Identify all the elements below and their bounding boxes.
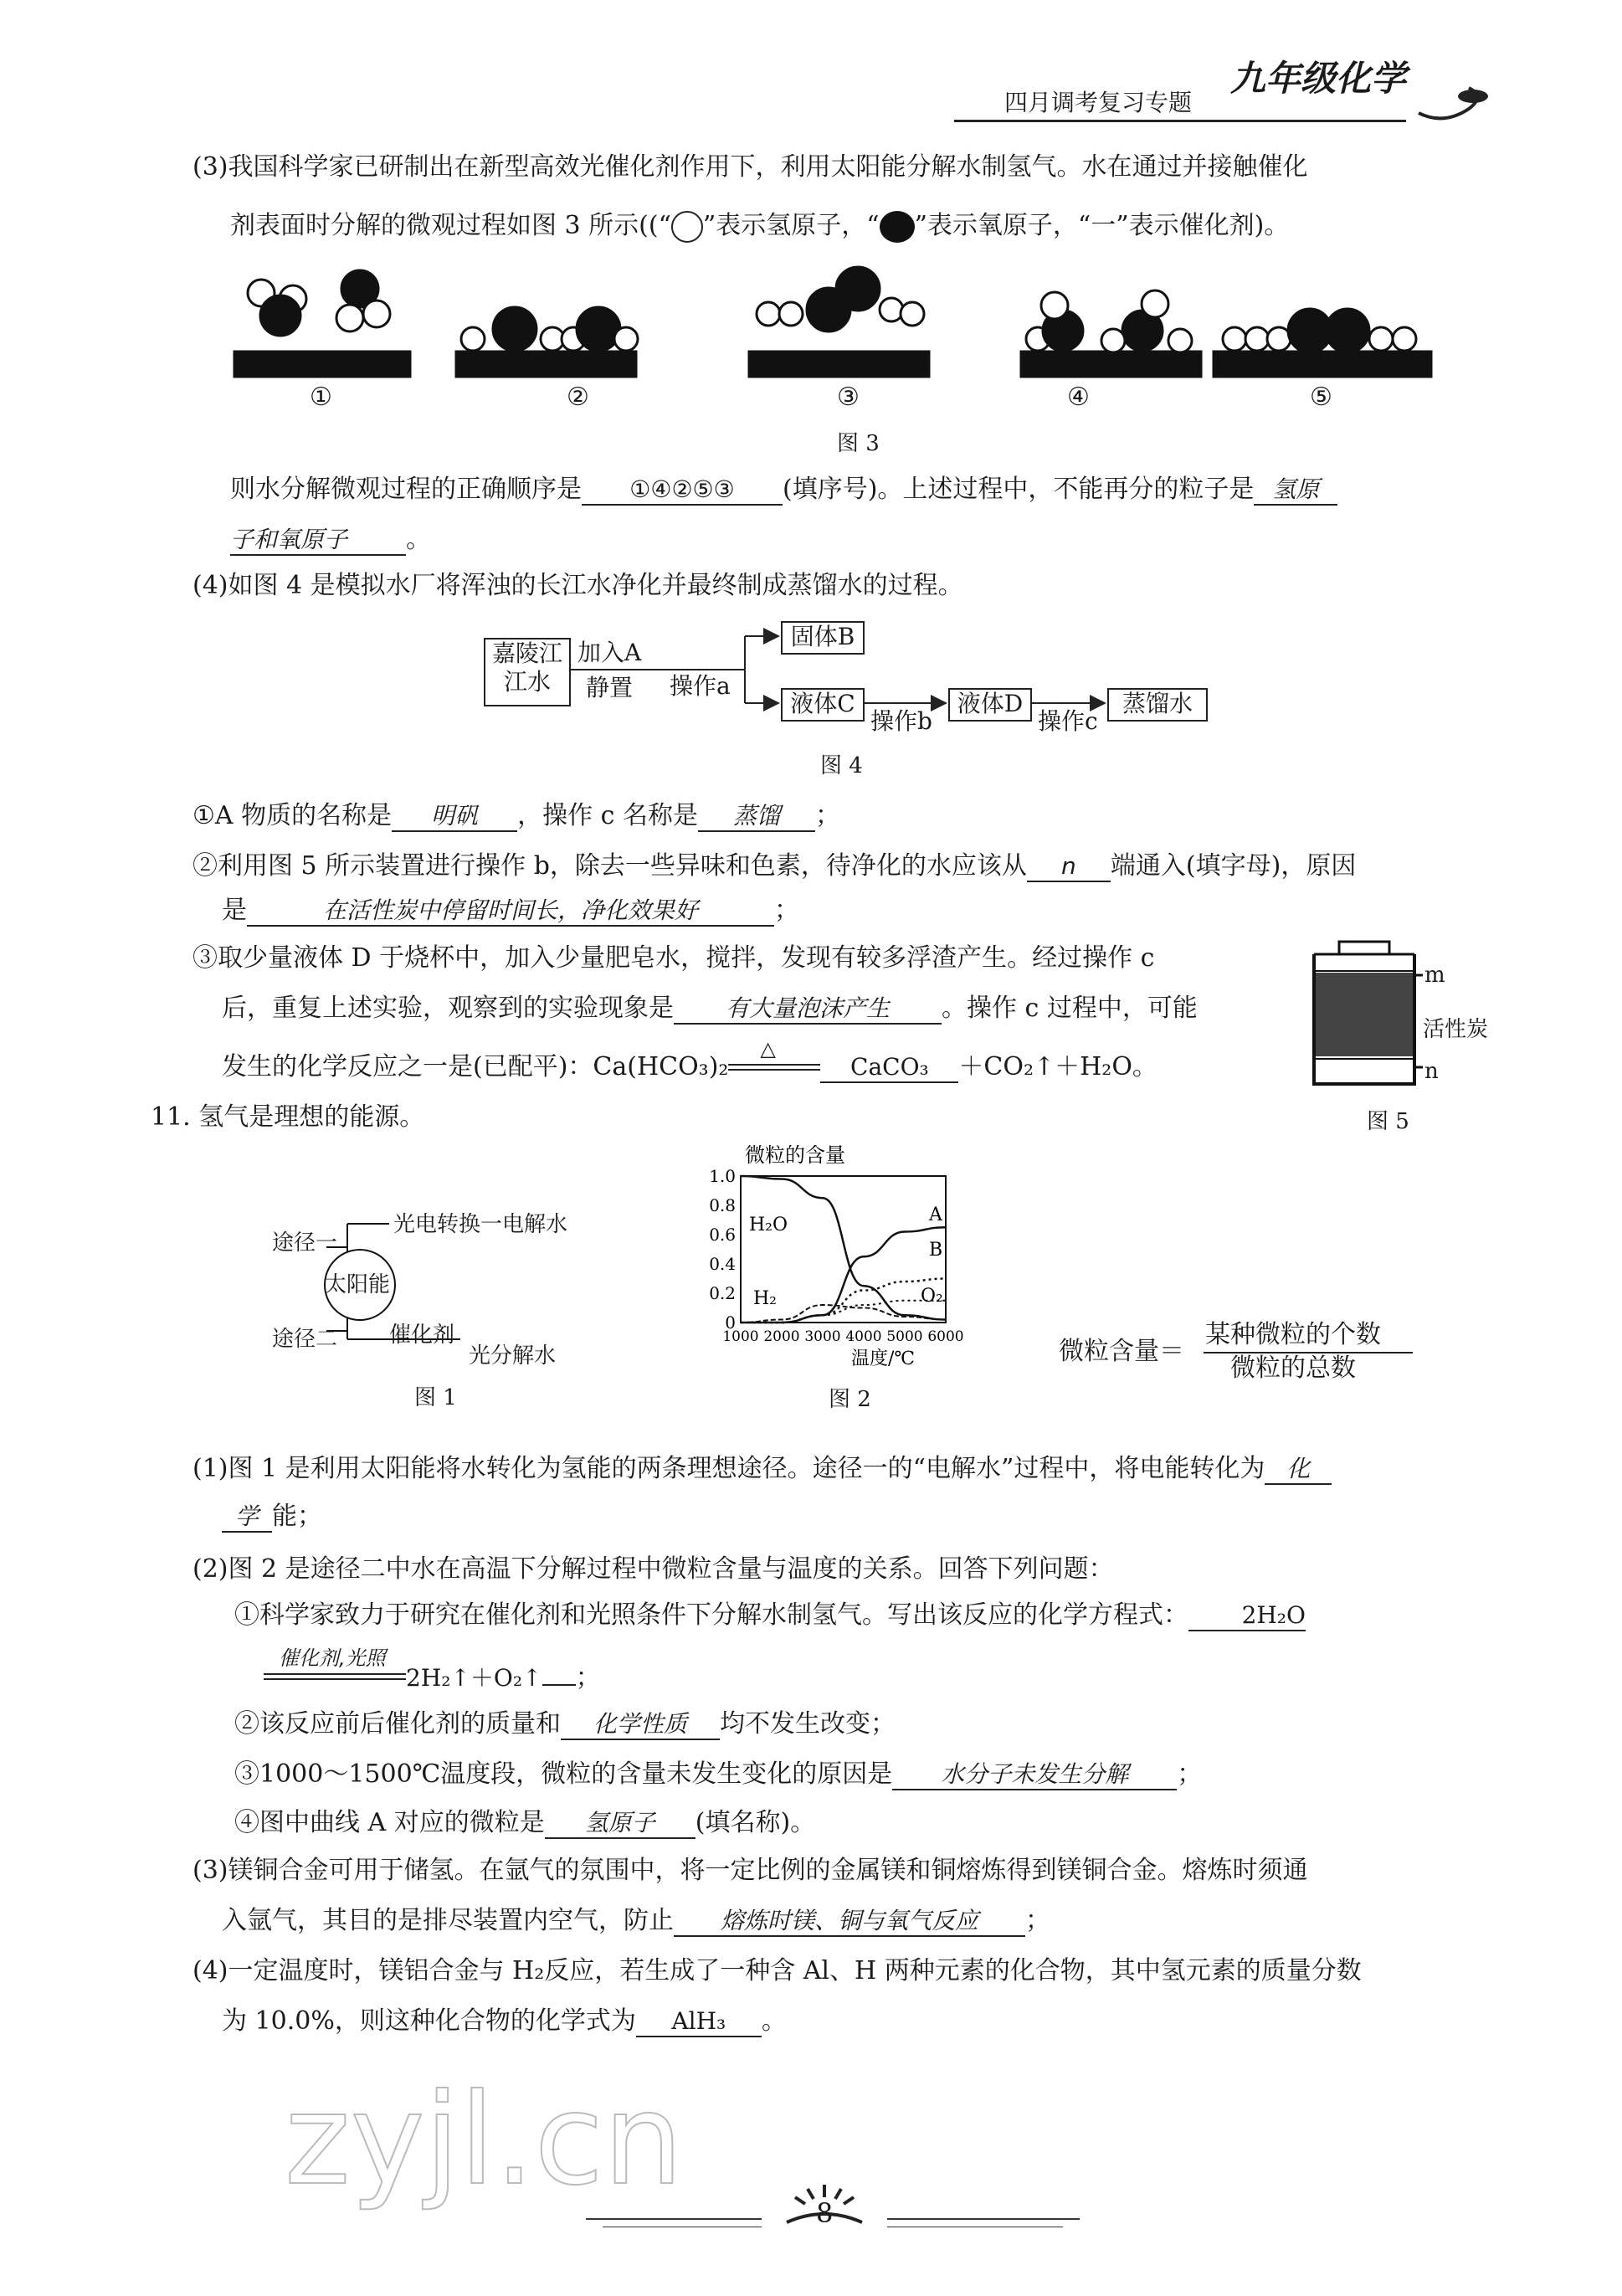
heat-symbol: △ <box>760 1037 776 1061</box>
stage-1 <box>234 270 410 377</box>
formula-numerator: 某种微粒的个数 <box>1205 1320 1381 1349</box>
answer-prevent: 熔炼时镁、铜与氧气反应 <box>674 1907 1025 1937</box>
answer-particle-1: 氢原 <box>1254 475 1337 506</box>
flow-step1-top: 加入A <box>577 639 642 666</box>
header-rule <box>954 120 1406 122</box>
answer-chem-1: 化 <box>1265 1455 1332 1485</box>
page-header <box>954 46 1490 121</box>
answer-phenomenon: 有大量泡沫产生 <box>674 994 942 1025</box>
stage-2 <box>456 307 638 377</box>
answer-alh3: AlH₃ <box>636 2007 762 2037</box>
answer-reason: 在活性炭中停留时间长，净化效果好 <box>247 896 774 927</box>
fig1-route1-text: 光电转换一电解水 <box>393 1212 568 1237</box>
series-label-2: B <box>929 1240 943 1261</box>
q11-p1b: 学 能； <box>222 1500 322 1533</box>
fig1-sun: 太阳能 <box>325 1272 391 1297</box>
x-tick-label: 1000 <box>722 1328 759 1345</box>
q11-p2-intro: (2)图 2 是途径二中水在高温下分解过程中微粒含量与温度的关系。回答下列问题： <box>192 1554 1114 1584</box>
answer-h-atom: 氢原子 <box>545 1809 696 1839</box>
q11-p4a: (4)一定温度时，镁铝合金与 H₂反应，若生成了一种含 Al、H 两种元素的化合物，其中氢元素的质量分数 <box>192 1956 1362 1985</box>
answer-distillation: 蒸馏 <box>698 802 815 832</box>
q10-4-sub3b: 后，重复上述实验，观察到的实验现象是 有大量泡沫产生 。操作 c 过程中，可能 <box>222 994 1198 1023</box>
series-label-4: O₂ <box>921 1286 943 1307</box>
series-label-1: A <box>929 1205 942 1225</box>
answer-eq-left: 2H₂O <box>1188 1601 1306 1631</box>
q10-3-line1: (3)我国科学家已研制出在新型高效光催化剂作用下，利用太阳能分解水制氢气。水在通过并接触催化 <box>192 152 1308 182</box>
fig5-label-carbon: 活性炭 <box>1423 1017 1489 1042</box>
q10-4-sub1: ①A 物质的名称是 明矾 ，操作 c 名称是 蒸馏 ； <box>192 801 840 830</box>
x-tick-label: 5000 <box>886 1328 923 1345</box>
stage-4 <box>1021 290 1201 377</box>
answer-inlet: n <box>1027 852 1111 882</box>
x-axis-label: 温度/℃ <box>850 1348 916 1369</box>
formula-denominator: 微粒的总数 <box>1230 1353 1356 1383</box>
stage-label-3: ③ <box>837 383 860 412</box>
formula-left: 微粒含量＝ <box>1059 1337 1184 1366</box>
q11-p3b: 入氩气，其目的是排尽装置内空气，防止 熔炼时镁、铜与氧气反应 ； <box>222 1906 1050 1935</box>
fig1-route2: 途径二 <box>272 1327 338 1352</box>
x-tick-label: 3000 <box>804 1328 841 1345</box>
stage-label-2: ② <box>567 383 589 412</box>
y-tick-label: 1.0 <box>709 1166 736 1186</box>
answer-order: ①④②⑤③ <box>582 475 783 506</box>
answer-eq-right: 2H₂↑＋O₂↑ <box>406 1664 542 1692</box>
y-tick-label: 0.2 <box>709 1283 736 1303</box>
answer-no-decompose: 水分子未发生分解 <box>892 1760 1177 1790</box>
fig1-catalyst: 催化剂 <box>389 1323 455 1348</box>
stage-label-1: ① <box>310 383 332 412</box>
answer-particle-2: 子和氧原子 <box>230 526 406 556</box>
flow-step1-bottom: 静置 <box>586 674 634 701</box>
page-number: 8 <box>816 2197 834 2229</box>
q10-3-answer-line2: 子和氧原子 。 <box>230 525 431 554</box>
y-tick-label: 0 <box>725 1312 736 1333</box>
q11-p2-1: ①科学家致力于研究在催化剂和光照条件下分解水制氢气。写出该反应的化学方程式： 2H₂O <box>234 1600 1306 1630</box>
chart-title: 微粒的含量 <box>745 1143 845 1167</box>
fig5-label-m: m <box>1424 963 1445 988</box>
q11-p2-3: ③1000～1500℃温度段，微粒的含量未发生变化的原因是 水分子未发生分解 ； <box>234 1759 1203 1789</box>
flow-distilled: 蒸馏水 <box>1107 688 1208 722</box>
series-label-0: H₂O <box>749 1215 788 1235</box>
header-subject: 九年级化学 <box>1230 58 1407 99</box>
figure-4-caption: 图 4 <box>820 753 863 778</box>
fig5-label-n: n <box>1424 1059 1439 1084</box>
flow-solid-b: 固体B <box>781 621 865 655</box>
q10-4-sub2b: 是 在活性炭中停留时间长，净化效果好 ； <box>222 896 799 925</box>
series-label-3: H₂ <box>753 1288 778 1309</box>
q11-title: 11. 氢气是理想的能源。 <box>151 1102 425 1132</box>
fig2-caption: 图 2 <box>829 1387 871 1412</box>
q10-3-line2: 剂表面时分解的微观过程如图 3 所示((“ ”表示氢原子，“ ”表示氧原子，“一”表示催化剂)。 <box>230 209 1289 243</box>
fig1-caption: 图 1 <box>414 1385 457 1410</box>
flow-liquid-c: 液体C <box>781 688 865 722</box>
carbon-filter-icon <box>1306 937 1423 1097</box>
flow-op-c: 操作c <box>1038 707 1098 735</box>
fig1-route1: 途径一 <box>272 1230 338 1256</box>
watermark: zyjl.cn <box>285 2067 684 2213</box>
reaction-condition: 催化剂,光照 <box>279 1646 386 1670</box>
figure-3-caption: 图 3 <box>837 431 880 456</box>
fig1-route2-text: 光分解水 <box>469 1343 557 1369</box>
answer-chem-2: 学 <box>222 1502 272 1533</box>
flow-op-a: 操作a <box>670 672 731 700</box>
y-tick-label: 0.8 <box>709 1195 736 1215</box>
q11-p2-2: ②该反应前后催化剂的质量和 化学性质 均不发生改变； <box>234 1709 896 1739</box>
q10-4-sub3a: ③取少量液体 D 于烧杯中，加入少量肥皂水，搅拌，发现有较多浮渣产生。经过操作 c <box>192 943 1155 973</box>
stage-5 <box>1214 309 1431 377</box>
x-tick-label: 4000 <box>845 1328 882 1345</box>
y-tick-label: 0.6 <box>709 1225 736 1245</box>
y-tick-label: 0.4 <box>709 1254 736 1274</box>
footer-rule-right <box>887 2218 1080 2220</box>
answer-alum: 明矾 <box>392 802 517 832</box>
q11-p4b: 为 10.0%，则这种化合物的化学式为 AlH₃ 。 <box>222 2006 787 2036</box>
oxygen-atom-icon <box>880 211 915 243</box>
q10-4-intro: (4)如图 4 是模拟水厂将浑浊的长江水净化并最终制成蒸馏水的过程。 <box>192 571 963 600</box>
flow-liquid-d: 液体D <box>948 688 1032 722</box>
q10-3-answer-line: 则水分解微观过程的正确顺序是 ①④②⑤③ (填序号)。上述过程中，不能再分的粒子是 氢原 <box>230 473 1337 506</box>
figure-2-chart <box>695 1138 979 1389</box>
stage-3 <box>749 267 929 377</box>
fig5-caption: 图 5 <box>1367 1109 1409 1134</box>
hydrogen-atom-icon <box>671 211 703 243</box>
flow-source: 嘉陵江 江水 <box>484 638 571 706</box>
q10-4-sub3d: 发生的化学反应之一是(已配平)：Ca(HCO₃)₂ △ CaCO₃ ＋CO₂↑＋H₂O。 <box>222 1050 1157 1084</box>
x-tick-label: 6000 <box>927 1328 964 1345</box>
footer-rule-left <box>586 2218 762 2220</box>
q11-p2-1b: 催化剂,光照 2H₂↑＋O₂↑ ； <box>264 1662 601 1695</box>
header-subtitle: 四月调考复习专题 <box>1004 89 1193 116</box>
q11-p3a: (3)镁铜合金可用于储氢。在氩气的氛围中，将一定比例的金属镁和铜熔炼得到镁铜合金。熔炼时须通 <box>192 1856 1308 1885</box>
answer-caco3: CaCO₃ <box>820 1053 958 1083</box>
q11-p1: (1)图 1 是利用太阳能将水转化为氢能的两条理想途径。途径一的“电解水”过程中，将电能转化为 化 <box>192 1452 1332 1486</box>
q10-4-sub2: ②利用图 5 所示装置进行操作 b，除去一些异味和色素，待净化的水应该从 n 端通入(填字母)，原因 <box>192 851 1357 881</box>
q11-p2-4: ④图中曲线 A 对应的微粒是 氢原子 (填名称)。 <box>234 1808 816 1837</box>
stage-label-4: ④ <box>1067 383 1090 412</box>
answer-chem-properties: 化学性质 <box>561 1710 720 1740</box>
header-swirl-icon <box>1410 63 1494 130</box>
flow-op-b: 操作b <box>870 707 932 735</box>
x-tick-label: 2000 <box>763 1328 800 1345</box>
stage-label-5: ⑤ <box>1310 383 1332 412</box>
